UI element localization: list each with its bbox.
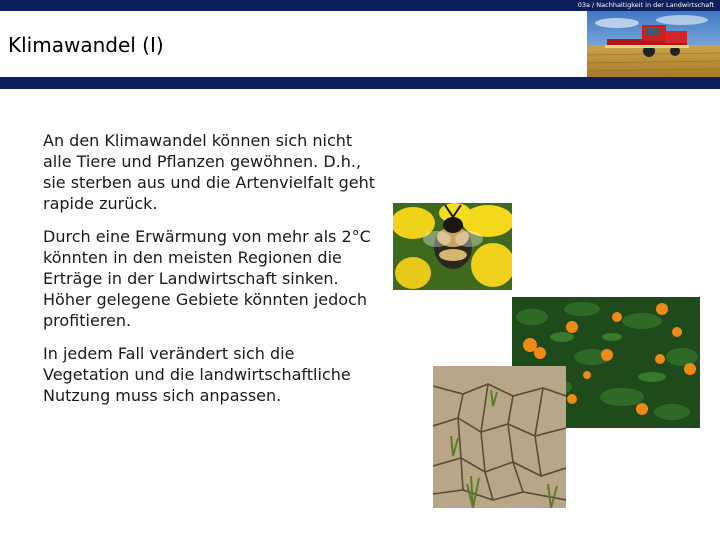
paragraph-biodiversity: An den Klimawandel können sich nicht alle Tiere und Pflanzen gewöhnen. D.h., sie sterben aus und die Artenvielfalt geht rapide zurück. [43,131,376,213]
header-bottom-bar [0,77,720,89]
bee-photo [393,203,512,290]
paragraph-adaptation: In jedem Fall verändert sich die Vegetation und die landwirtschaftliche Nutzung muss sich anpassen. [43,344,351,405]
paragraph-warming: Durch eine Erwärmung von mehr als 2°C könnten in den meisten Regionen die Erträge in der Landwirtschaft sinken. Höher gelegene Gebiete könnten jedoch profitieren. [43,227,371,330]
content-text [43,130,383,418]
header-caption: 03a / Nachhaltigkeit in der Landwirtschaft [577,1,714,9]
combine-harvester-photo [587,11,720,77]
page-title: Klimawandel (I) [8,33,164,57]
drought-soil-photo [433,366,566,508]
header-top-bar [0,0,720,11]
